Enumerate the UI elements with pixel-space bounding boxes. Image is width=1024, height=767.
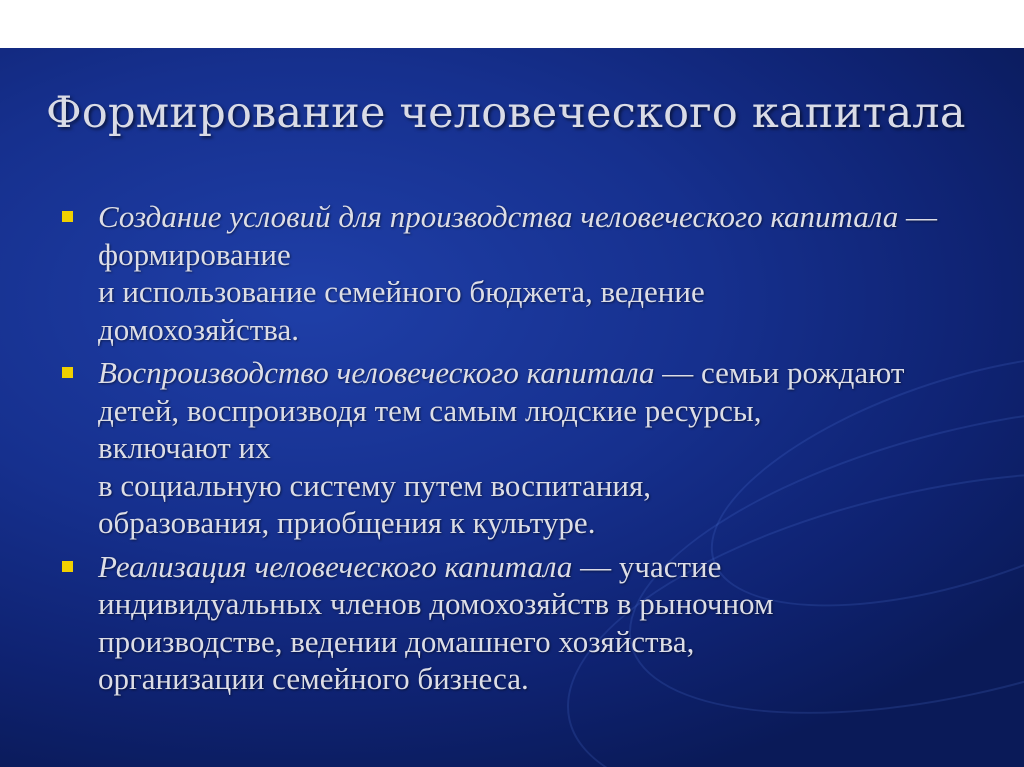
bullet-list bbox=[60, 198, 1000, 704]
bullet-first-line bbox=[98, 198, 1000, 236]
bullet-rest: — семьи рождают bbox=[654, 355, 905, 390]
slide bbox=[0, 48, 1024, 767]
square-bullet-icon bbox=[62, 561, 73, 572]
bullet-line: организации семейного бизнеса. bbox=[98, 661, 529, 696]
bullet-line: формирование bbox=[98, 236, 291, 272]
bullet-line: индивидуальных членов домохозяйств в рыночном bbox=[98, 586, 774, 621]
bullet-line: включают их bbox=[98, 430, 271, 465]
bullet-line: производстве, ведении домашнего хозяйства, bbox=[98, 623, 695, 659]
bullet-first-line bbox=[98, 548, 1000, 586]
bullet-line: детей, воспроизводя тем самым людские ресурсы, bbox=[98, 392, 762, 428]
bullet-first-line bbox=[98, 354, 1000, 392]
bullet-item bbox=[60, 354, 1000, 542]
bullet-line: образования, приобщения к культуре. bbox=[98, 505, 596, 540]
bullet-lead: Реализация человеческого капитала bbox=[98, 548, 573, 584]
bullet-rest: — участие bbox=[572, 548, 722, 584]
bullet-line: домохозяйства. bbox=[98, 311, 299, 347]
bullet-rest: — bbox=[898, 199, 937, 234]
bullet-line: в социальную систему путем воспитания, bbox=[98, 467, 652, 503]
square-bullet-icon bbox=[62, 367, 73, 378]
bullet-line: и использование семейного бюджета, ведение bbox=[98, 274, 705, 309]
bullet-item bbox=[60, 548, 1000, 698]
slide-title: Формирование человеческого капитала bbox=[46, 88, 966, 138]
bullet-lead: Воспроизводство человеческого капитала bbox=[98, 355, 655, 390]
bullet-item bbox=[60, 198, 1000, 348]
bullet-lead: Создание условий для производства человеческого капитала bbox=[98, 199, 899, 234]
square-bullet-icon bbox=[62, 211, 73, 222]
